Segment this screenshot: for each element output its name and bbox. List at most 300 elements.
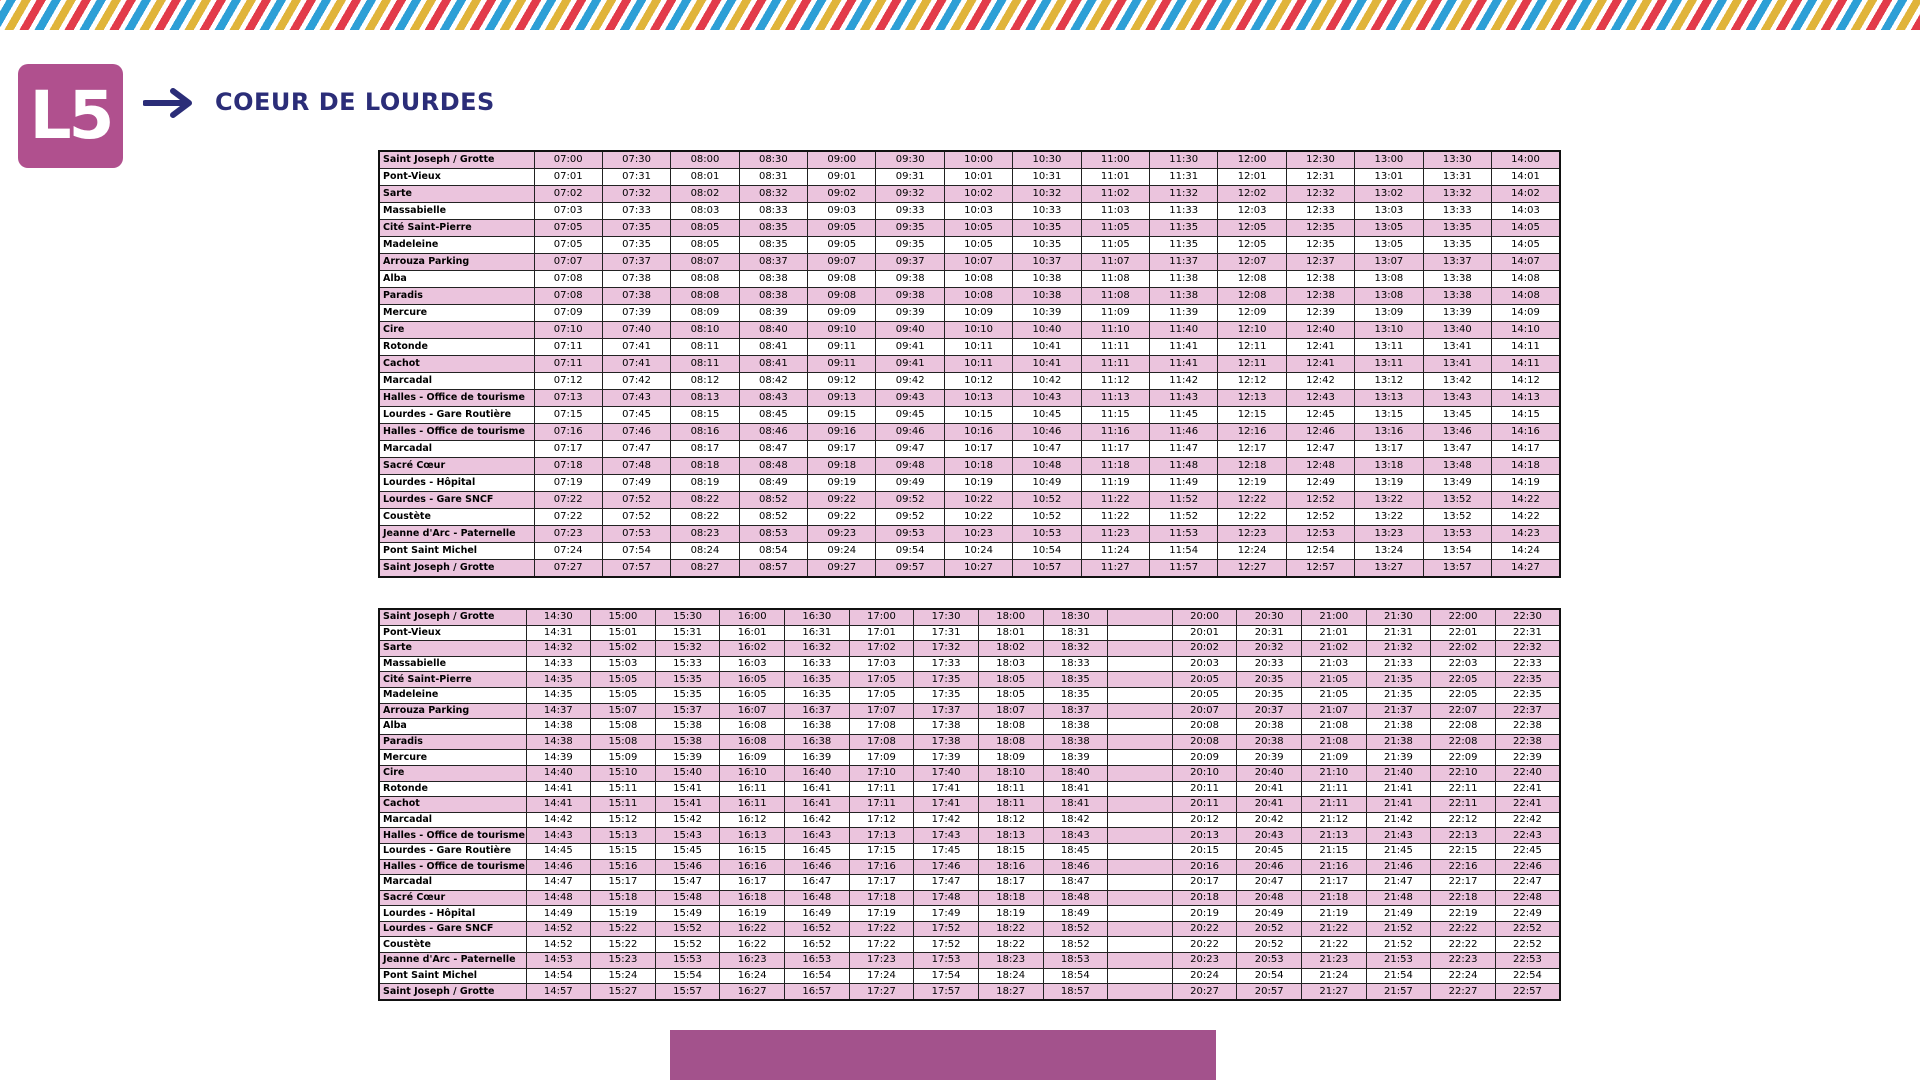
time-cell: 17:42 xyxy=(914,812,979,828)
time-cell: 16:22 xyxy=(720,921,785,937)
time-cell: 20:40 xyxy=(1237,765,1302,781)
time-cell: 12:45 xyxy=(1286,407,1354,424)
time-cell: 07:03 xyxy=(534,203,602,220)
stop-name-cell: Sarte xyxy=(379,186,534,203)
time-cell: 09:08 xyxy=(808,288,876,305)
time-cell: 07:46 xyxy=(602,424,670,441)
time-cell: 21:11 xyxy=(1302,781,1367,797)
time-cell: 09:16 xyxy=(808,424,876,441)
time-cell: 09:57 xyxy=(876,560,944,578)
time-cell: 21:10 xyxy=(1302,765,1367,781)
time-cell: 18:53 xyxy=(1043,953,1108,969)
time-cell: 20:45 xyxy=(1237,843,1302,859)
time-cell: 12:52 xyxy=(1286,509,1354,526)
time-cell: 11:08 xyxy=(1081,271,1149,288)
time-cell: 14:09 xyxy=(1491,305,1560,322)
time-cell: 11:39 xyxy=(1150,305,1218,322)
time-cell: 21:52 xyxy=(1366,921,1431,937)
time-cell: 18:40 xyxy=(1043,765,1108,781)
timetable-morning xyxy=(378,150,1561,578)
time-cell: 07:17 xyxy=(534,441,602,458)
time-cell xyxy=(1108,890,1173,906)
time-cell: 22:12 xyxy=(1431,812,1496,828)
time-cell: 20:08 xyxy=(1172,734,1237,750)
time-cell: 08:54 xyxy=(739,543,807,560)
time-cell: 07:33 xyxy=(602,203,670,220)
time-cell: 10:19 xyxy=(944,475,1012,492)
time-cell: 07:05 xyxy=(534,220,602,237)
time-cell: 18:12 xyxy=(978,812,1043,828)
time-cell: 09:05 xyxy=(808,220,876,237)
time-cell: 12:47 xyxy=(1286,441,1354,458)
time-cell: 15:07 xyxy=(591,703,656,719)
time-cell: 08:05 xyxy=(671,237,739,254)
time-cell: 20:38 xyxy=(1237,734,1302,750)
table-row xyxy=(379,937,1560,953)
stop-name-cell: Halles - Office de tourisme xyxy=(379,828,526,844)
time-cell: 11:42 xyxy=(1150,373,1218,390)
time-cell: 07:24 xyxy=(534,543,602,560)
time-cell: 21:32 xyxy=(1366,641,1431,657)
time-cell: 10:42 xyxy=(1013,373,1081,390)
time-cell: 18:22 xyxy=(978,937,1043,953)
time-cell: 22:33 xyxy=(1495,656,1560,672)
time-cell: 22:45 xyxy=(1495,843,1560,859)
time-cell: 13:11 xyxy=(1355,356,1423,373)
time-cell: 21:24 xyxy=(1302,968,1367,984)
time-cell: 17:40 xyxy=(914,765,979,781)
time-cell: 20:16 xyxy=(1172,859,1237,875)
time-cell: 20:12 xyxy=(1172,812,1237,828)
time-cell: 07:45 xyxy=(602,407,670,424)
time-cell: 09:11 xyxy=(808,356,876,373)
time-cell: 08:57 xyxy=(739,560,807,578)
time-cell: 21:40 xyxy=(1366,765,1431,781)
time-cell: 15:15 xyxy=(591,843,656,859)
time-cell: 20:11 xyxy=(1172,781,1237,797)
time-cell: 18:54 xyxy=(1043,968,1108,984)
time-cell: 20:41 xyxy=(1237,781,1302,797)
time-cell: 07:41 xyxy=(602,356,670,373)
table-row xyxy=(379,812,1560,828)
time-cell: 21:38 xyxy=(1366,734,1431,750)
time-cell: 15:49 xyxy=(655,906,720,922)
time-cell: 10:22 xyxy=(944,509,1012,526)
time-cell: 10:12 xyxy=(944,373,1012,390)
time-cell: 16:13 xyxy=(720,828,785,844)
time-cell: 18:19 xyxy=(978,906,1043,922)
time-cell: 09:40 xyxy=(876,322,944,339)
time-cell: 08:32 xyxy=(739,186,807,203)
time-cell xyxy=(1108,812,1173,828)
time-cell: 17:52 xyxy=(914,937,979,953)
time-cell: 20:47 xyxy=(1237,875,1302,891)
time-cell: 22:11 xyxy=(1431,797,1496,813)
time-cell: 21:02 xyxy=(1302,641,1367,657)
time-cell: 10:41 xyxy=(1013,356,1081,373)
time-cell: 07:12 xyxy=(534,373,602,390)
time-cell: 17:16 xyxy=(849,859,914,875)
time-cell: 14:53 xyxy=(526,953,591,969)
time-cell: 12:40 xyxy=(1286,322,1354,339)
time-cell: 22:03 xyxy=(1431,656,1496,672)
time-cell: 15:16 xyxy=(591,859,656,875)
time-cell: 21:13 xyxy=(1302,828,1367,844)
time-cell: 08:30 xyxy=(739,151,807,169)
time-cell: 10:53 xyxy=(1013,526,1081,543)
time-cell: 12:08 xyxy=(1218,271,1286,288)
time-cell: 10:54 xyxy=(1013,543,1081,560)
time-cell: 11:11 xyxy=(1081,356,1149,373)
time-cell xyxy=(1108,687,1173,703)
time-cell: 20:31 xyxy=(1237,625,1302,641)
time-cell: 07:39 xyxy=(602,305,670,322)
time-cell: 14:12 xyxy=(1491,373,1560,390)
time-cell: 20:52 xyxy=(1237,937,1302,953)
time-cell: 13:45 xyxy=(1423,407,1491,424)
time-cell: 11:05 xyxy=(1081,237,1149,254)
time-cell: 21:41 xyxy=(1366,797,1431,813)
time-cell: 18:17 xyxy=(978,875,1043,891)
time-cell: 11:22 xyxy=(1081,492,1149,509)
table-row xyxy=(379,390,1560,407)
time-cell: 22:27 xyxy=(1431,984,1496,1000)
time-cell: 12:49 xyxy=(1286,475,1354,492)
time-cell: 17:02 xyxy=(849,641,914,657)
time-cell: 16:19 xyxy=(720,906,785,922)
time-cell: 12:24 xyxy=(1218,543,1286,560)
time-cell: 07:32 xyxy=(602,186,670,203)
time-cell: 15:11 xyxy=(591,781,656,797)
time-cell: 13:48 xyxy=(1423,458,1491,475)
time-cell xyxy=(1108,609,1173,625)
time-cell: 07:18 xyxy=(534,458,602,475)
time-cell: 18:42 xyxy=(1043,812,1108,828)
time-cell: 22:13 xyxy=(1431,828,1496,844)
time-cell: 13:40 xyxy=(1423,322,1491,339)
time-cell: 07:53 xyxy=(602,526,670,543)
time-cell: 09:52 xyxy=(876,509,944,526)
table-row xyxy=(379,322,1560,339)
time-cell: 15:40 xyxy=(655,765,720,781)
time-cell: 15:48 xyxy=(655,890,720,906)
time-cell: 08:17 xyxy=(671,441,739,458)
time-cell: 17:54 xyxy=(914,968,979,984)
time-cell: 09:41 xyxy=(876,339,944,356)
time-cell: 13:05 xyxy=(1355,237,1423,254)
time-cell: 16:31 xyxy=(785,625,850,641)
time-cell: 16:46 xyxy=(785,859,850,875)
time-cell: 17:30 xyxy=(914,609,979,625)
time-cell: 22:52 xyxy=(1495,937,1560,953)
time-cell: 08:22 xyxy=(671,492,739,509)
time-cell: 14:37 xyxy=(526,703,591,719)
time-cell: 08:41 xyxy=(739,356,807,373)
time-cell: 21:41 xyxy=(1366,781,1431,797)
time-cell: 17:41 xyxy=(914,781,979,797)
table-row xyxy=(379,859,1560,875)
time-cell: 09:43 xyxy=(876,390,944,407)
time-cell: 07:31 xyxy=(602,169,670,186)
time-cell: 08:42 xyxy=(739,373,807,390)
time-cell: 22:30 xyxy=(1495,609,1560,625)
time-cell: 22:35 xyxy=(1495,687,1560,703)
time-cell: 21:18 xyxy=(1302,890,1367,906)
stop-name-cell: Saint Joseph / Grotte xyxy=(379,560,534,578)
time-cell: 20:41 xyxy=(1237,797,1302,813)
time-cell: 09:47 xyxy=(876,441,944,458)
time-cell: 08:46 xyxy=(739,424,807,441)
time-cell: 16:03 xyxy=(720,656,785,672)
table-row xyxy=(379,687,1560,703)
time-cell: 12:33 xyxy=(1286,203,1354,220)
time-cell: 10:57 xyxy=(1013,560,1081,578)
time-cell: 09:19 xyxy=(808,475,876,492)
time-cell: 15:38 xyxy=(655,734,720,750)
time-cell: 12:37 xyxy=(1286,254,1354,271)
table-row xyxy=(379,373,1560,390)
time-cell: 20:54 xyxy=(1237,968,1302,984)
timetable-afternoon xyxy=(378,608,1561,1001)
time-cell: 07:41 xyxy=(602,339,670,356)
time-cell: 08:08 xyxy=(671,288,739,305)
time-cell: 10:00 xyxy=(944,151,1012,169)
time-cell: 14:22 xyxy=(1491,509,1560,526)
time-cell: 14:11 xyxy=(1491,356,1560,373)
time-cell: 11:46 xyxy=(1150,424,1218,441)
time-cell: 14:05 xyxy=(1491,237,1560,254)
stop-name-cell: Rotonde xyxy=(379,781,526,797)
time-cell: 12:35 xyxy=(1286,220,1354,237)
time-cell: 18:33 xyxy=(1043,656,1108,672)
time-cell: 12:53 xyxy=(1286,526,1354,543)
time-cell: 08:37 xyxy=(739,254,807,271)
time-cell: 20:23 xyxy=(1172,953,1237,969)
time-cell: 13:39 xyxy=(1423,305,1491,322)
time-cell: 11:37 xyxy=(1150,254,1218,271)
time-cell: 20:49 xyxy=(1237,906,1302,922)
time-cell: 07:15 xyxy=(534,407,602,424)
time-cell: 10:17 xyxy=(944,441,1012,458)
time-cell: 12:09 xyxy=(1218,305,1286,322)
time-cell: 11:38 xyxy=(1150,271,1218,288)
time-cell: 22:10 xyxy=(1431,765,1496,781)
time-cell: 16:49 xyxy=(785,906,850,922)
table-row xyxy=(379,407,1560,424)
time-cell: 13:23 xyxy=(1355,526,1423,543)
time-cell: 08:11 xyxy=(671,356,739,373)
time-cell: 08:52 xyxy=(739,492,807,509)
time-cell: 11:53 xyxy=(1150,526,1218,543)
time-cell: 21:53 xyxy=(1366,953,1431,969)
time-cell: 10:48 xyxy=(1013,458,1081,475)
time-cell: 11:02 xyxy=(1081,186,1149,203)
time-cell: 18:24 xyxy=(978,968,1043,984)
table-row xyxy=(379,968,1560,984)
time-cell: 21:33 xyxy=(1366,656,1431,672)
time-cell: 08:35 xyxy=(739,220,807,237)
time-cell xyxy=(1108,953,1173,969)
time-cell: 18:48 xyxy=(1043,890,1108,906)
time-cell: 12:12 xyxy=(1218,373,1286,390)
time-cell: 10:11 xyxy=(944,339,1012,356)
time-cell: 18:08 xyxy=(978,719,1043,735)
time-cell: 12:38 xyxy=(1286,271,1354,288)
time-cell: 15:24 xyxy=(591,968,656,984)
time-cell: 11:13 xyxy=(1081,390,1149,407)
time-cell: 13:24 xyxy=(1355,543,1423,560)
table-row xyxy=(379,271,1560,288)
time-cell: 17:05 xyxy=(849,672,914,688)
time-cell: 11:35 xyxy=(1150,220,1218,237)
table-row xyxy=(379,734,1560,750)
stop-name-cell: Pont Saint Michel xyxy=(379,543,534,560)
stop-name-cell: Rotonde xyxy=(379,339,534,356)
time-cell: 10:41 xyxy=(1013,339,1081,356)
time-cell: 22:01 xyxy=(1431,625,1496,641)
time-cell: 21:19 xyxy=(1302,906,1367,922)
time-cell: 07:16 xyxy=(534,424,602,441)
route-title: COEUR DE LOURDES xyxy=(215,88,495,116)
time-cell: 07:11 xyxy=(534,339,602,356)
time-cell: 14:39 xyxy=(526,750,591,766)
time-cell: 10:08 xyxy=(944,271,1012,288)
stop-name-cell: Alba xyxy=(379,271,534,288)
time-cell: 18:27 xyxy=(978,984,1043,1000)
time-cell: 16:37 xyxy=(785,703,850,719)
time-cell: 13:43 xyxy=(1423,390,1491,407)
time-cell: 11:47 xyxy=(1150,441,1218,458)
stop-name-cell: Halles - Office de tourisme xyxy=(379,424,534,441)
time-cell: 22:38 xyxy=(1495,734,1560,750)
time-cell: 15:42 xyxy=(655,812,720,828)
time-cell: 21:52 xyxy=(1366,937,1431,953)
time-cell: 16:23 xyxy=(720,953,785,969)
time-cell: 22:38 xyxy=(1495,719,1560,735)
time-cell: 16:24 xyxy=(720,968,785,984)
time-cell: 16:22 xyxy=(720,937,785,953)
time-cell: 14:15 xyxy=(1491,407,1560,424)
time-cell: 09:01 xyxy=(808,169,876,186)
stop-name-cell: Mercure xyxy=(379,750,526,766)
time-cell: 08:43 xyxy=(739,390,807,407)
time-cell: 18:30 xyxy=(1043,609,1108,625)
time-cell: 08:27 xyxy=(671,560,739,578)
time-cell: 08:31 xyxy=(739,169,807,186)
time-cell: 20:22 xyxy=(1172,937,1237,953)
time-cell xyxy=(1108,968,1173,984)
table-row xyxy=(379,703,1560,719)
time-cell: 21:15 xyxy=(1302,843,1367,859)
time-cell: 08:41 xyxy=(739,339,807,356)
time-cell: 14:10 xyxy=(1491,322,1560,339)
footer-bar xyxy=(670,1030,1216,1080)
time-cell: 17:22 xyxy=(849,921,914,937)
time-cell: 11:12 xyxy=(1081,373,1149,390)
time-cell: 20:32 xyxy=(1237,641,1302,657)
time-cell: 12:30 xyxy=(1286,151,1354,169)
time-cell: 20:52 xyxy=(1237,921,1302,937)
time-cell xyxy=(1108,765,1173,781)
time-cell: 20:15 xyxy=(1172,843,1237,859)
stop-name-cell: Pont-Vieux xyxy=(379,169,534,186)
stop-name-cell: Marcadal xyxy=(379,441,534,458)
time-cell: 15:47 xyxy=(655,875,720,891)
time-cell: 18:13 xyxy=(978,828,1043,844)
time-cell: 21:39 xyxy=(1366,750,1431,766)
stop-name-cell: Lourdes - Gare SNCF xyxy=(379,492,534,509)
table-row xyxy=(379,441,1560,458)
time-cell xyxy=(1108,875,1173,891)
table-row xyxy=(379,186,1560,203)
time-cell: 07:27 xyxy=(534,560,602,578)
time-cell: 22:19 xyxy=(1431,906,1496,922)
time-cell: 21:48 xyxy=(1366,890,1431,906)
time-cell xyxy=(1108,906,1173,922)
time-cell: 15:41 xyxy=(655,797,720,813)
time-cell: 10:09 xyxy=(944,305,1012,322)
time-cell: 12:57 xyxy=(1286,560,1354,578)
time-cell: 10:27 xyxy=(944,560,1012,578)
time-cell: 17:38 xyxy=(914,734,979,750)
time-cell: 15:46 xyxy=(655,859,720,875)
time-cell: 14:24 xyxy=(1491,543,1560,560)
time-cell: 21:54 xyxy=(1366,968,1431,984)
time-cell: 17:15 xyxy=(849,843,914,859)
time-cell: 09:53 xyxy=(876,526,944,543)
time-cell: 17:10 xyxy=(849,765,914,781)
time-cell: 16:38 xyxy=(785,734,850,750)
time-cell: 07:54 xyxy=(602,543,670,560)
time-cell xyxy=(1108,734,1173,750)
time-cell: 07:47 xyxy=(602,441,670,458)
time-cell: 17:35 xyxy=(914,687,979,703)
time-cell: 10:30 xyxy=(1013,151,1081,169)
table-row xyxy=(379,953,1560,969)
time-cell: 15:02 xyxy=(591,641,656,657)
time-cell: 16:38 xyxy=(785,719,850,735)
time-cell: 14:08 xyxy=(1491,288,1560,305)
time-cell: 22:57 xyxy=(1495,984,1560,1000)
time-cell: 12:42 xyxy=(1286,373,1354,390)
time-cell: 20:10 xyxy=(1172,765,1237,781)
time-cell: 20:08 xyxy=(1172,719,1237,735)
time-cell: 12:22 xyxy=(1218,509,1286,526)
time-cell: 20:35 xyxy=(1237,672,1302,688)
table-row xyxy=(379,424,1560,441)
time-cell: 14:03 xyxy=(1491,203,1560,220)
time-cell: 12:39 xyxy=(1286,305,1354,322)
time-cell: 17:00 xyxy=(849,609,914,625)
time-cell: 08:24 xyxy=(671,543,739,560)
time-cell: 11:52 xyxy=(1150,492,1218,509)
time-cell: 16:35 xyxy=(785,687,850,703)
time-cell: 16:18 xyxy=(720,890,785,906)
time-cell: 12:23 xyxy=(1218,526,1286,543)
time-cell: 13:08 xyxy=(1355,271,1423,288)
time-cell: 08:10 xyxy=(671,322,739,339)
line-badge: L5 xyxy=(18,64,123,168)
time-cell: 22:41 xyxy=(1495,781,1560,797)
time-cell: 11:52 xyxy=(1150,509,1218,526)
time-cell: 10:35 xyxy=(1013,237,1081,254)
time-cell: 14:02 xyxy=(1491,186,1560,203)
time-cell xyxy=(1108,984,1173,1000)
time-cell: 13:49 xyxy=(1423,475,1491,492)
time-cell: 10:05 xyxy=(944,237,1012,254)
time-cell: 17:22 xyxy=(849,937,914,953)
table-row xyxy=(379,828,1560,844)
